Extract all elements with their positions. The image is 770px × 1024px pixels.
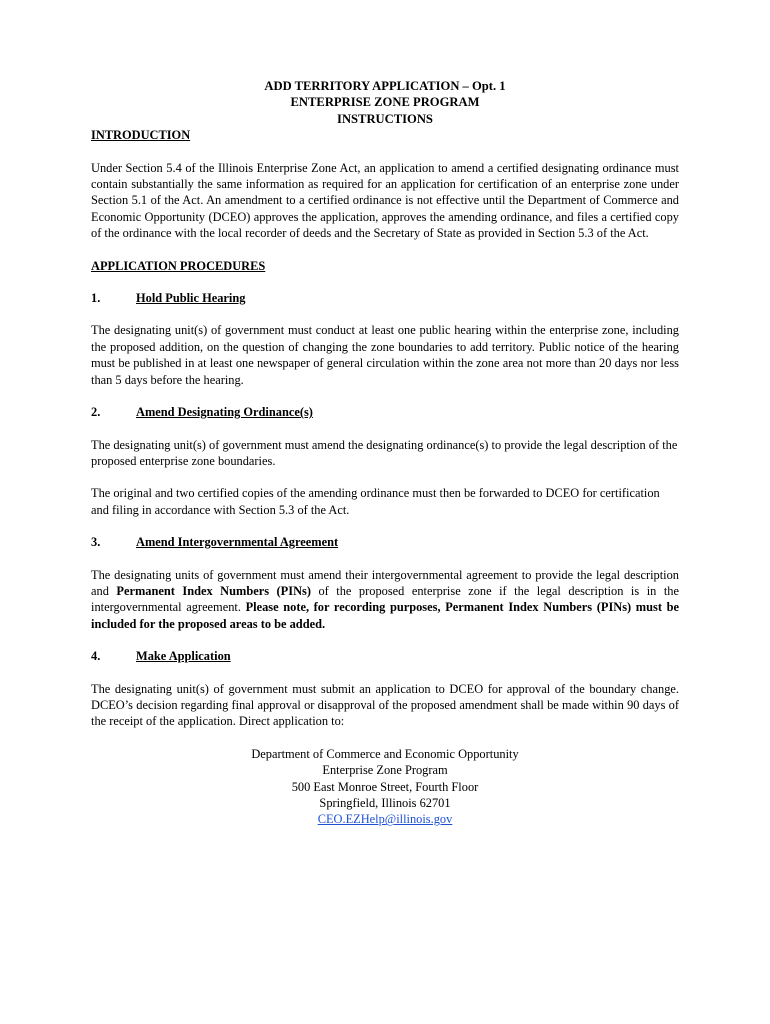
step-2-number: 2. <box>91 405 101 420</box>
step-1-heading <box>91 290 679 306</box>
title-line-3: INSTRUCTIONS <box>337 111 433 126</box>
introduction-heading: INTRODUCTION <box>91 128 191 143</box>
application-procedures-heading: APPLICATION PROCEDURES <box>91 258 266 273</box>
step-2-heading <box>91 404 679 420</box>
step-4-paragraph: The designating unit(s) of government must submit an application to DCEO for approval of the boundary change. DCEO’s decision regarding final approval or disapproval of the proposed amendment shall be made within 90 days of the receipt of the application. Direct application to: <box>91 681 679 729</box>
step-3-heading <box>91 534 679 550</box>
step-3-bold-pins: Permanent Index Numbers (PINs) <box>116 583 311 598</box>
step-1-title: Hold Public Hearing <box>136 291 246 306</box>
address-line-3: 500 East Monroe Street, Fourth Floor <box>291 779 479 794</box>
document-page <box>91 78 679 828</box>
step-3-bold-note: Please note, for recording purposes, Permanent Index Numbers (PINs) must be included for the proposed areas to be added. <box>91 600 679 631</box>
mailing-address <box>91 746 679 828</box>
email-link[interactable]: CEO.EZHelp@illinois.gov <box>317 812 453 827</box>
step-4-number: 4. <box>91 649 101 664</box>
step-3-text-b: of the proposed enterprise zone if the legal description is in the intergovernmental agreement. <box>91 583 679 615</box>
title-line-1: ADD TERRITORY APPLICATION – Opt. 1 <box>264 79 506 93</box>
introduction-body: Under Section 5.4 of the Illinois Enterprise Zone Act, an application to amend a certified designating ordinance must contain substantially the same information as required for an application for certification of an enterprise zone under Section 5.1 of the Act. An amendment to a certified ordinance is not effective until the Department of Commerce and Economic Opportunity (DCEO) approves the application, approves the amending ordinance, and files a certified copy of the ordinance with the local recorder of deeds and the Secretary of State as provided in Section 5.3 of the Act. <box>91 160 679 241</box>
step-4-title: Make Application <box>136 649 231 664</box>
step-1-paragraph: The designating unit(s) of government must conduct at least one public hearing within the enterprise zone, including the proposed addition, on the question of changing the zone boundaries to add territory. Public notice of the hearing must be published in at least one newspaper of general circulation within the zone area not more than 20 days nor less than 5 days before the hearing. <box>91 323 679 387</box>
step-3-paragraph <box>91 567 679 633</box>
address-line-4: Springfield, Illinois 62701 <box>319 796 451 810</box>
step-2-paragraph-2: The original and two certified copies of the amending ordinance must then be forwarded to DCEO for certification and filing in accordance with Section 5.3 of the Act. <box>91 486 660 517</box>
step-2-title: Amend Designating Ordinance(s) <box>136 405 313 420</box>
step-4-heading <box>91 648 679 664</box>
address-line-2: Enterprise Zone Program <box>322 763 448 778</box>
step-2-paragraph-1: The designating unit(s) of government must amend the designating ordinance(s) to provide the legal description of the proposed enterprise zone boundaries. <box>91 437 678 468</box>
address-line-1: Department of Commerce and Economic Opportunity <box>251 746 519 761</box>
step-1-number: 1. <box>91 291 101 306</box>
step-3-number: 3. <box>91 535 101 550</box>
step-3-text-a: The designating units of government must amend their intergovernmental agreement to provide the legal description and <box>91 567 679 598</box>
title-line-2: ENTERPRISE ZONE PROGRAM <box>290 95 480 110</box>
step-3-title: Amend Intergovernmental Agreement <box>136 535 339 550</box>
document-title <box>91 78 679 127</box>
